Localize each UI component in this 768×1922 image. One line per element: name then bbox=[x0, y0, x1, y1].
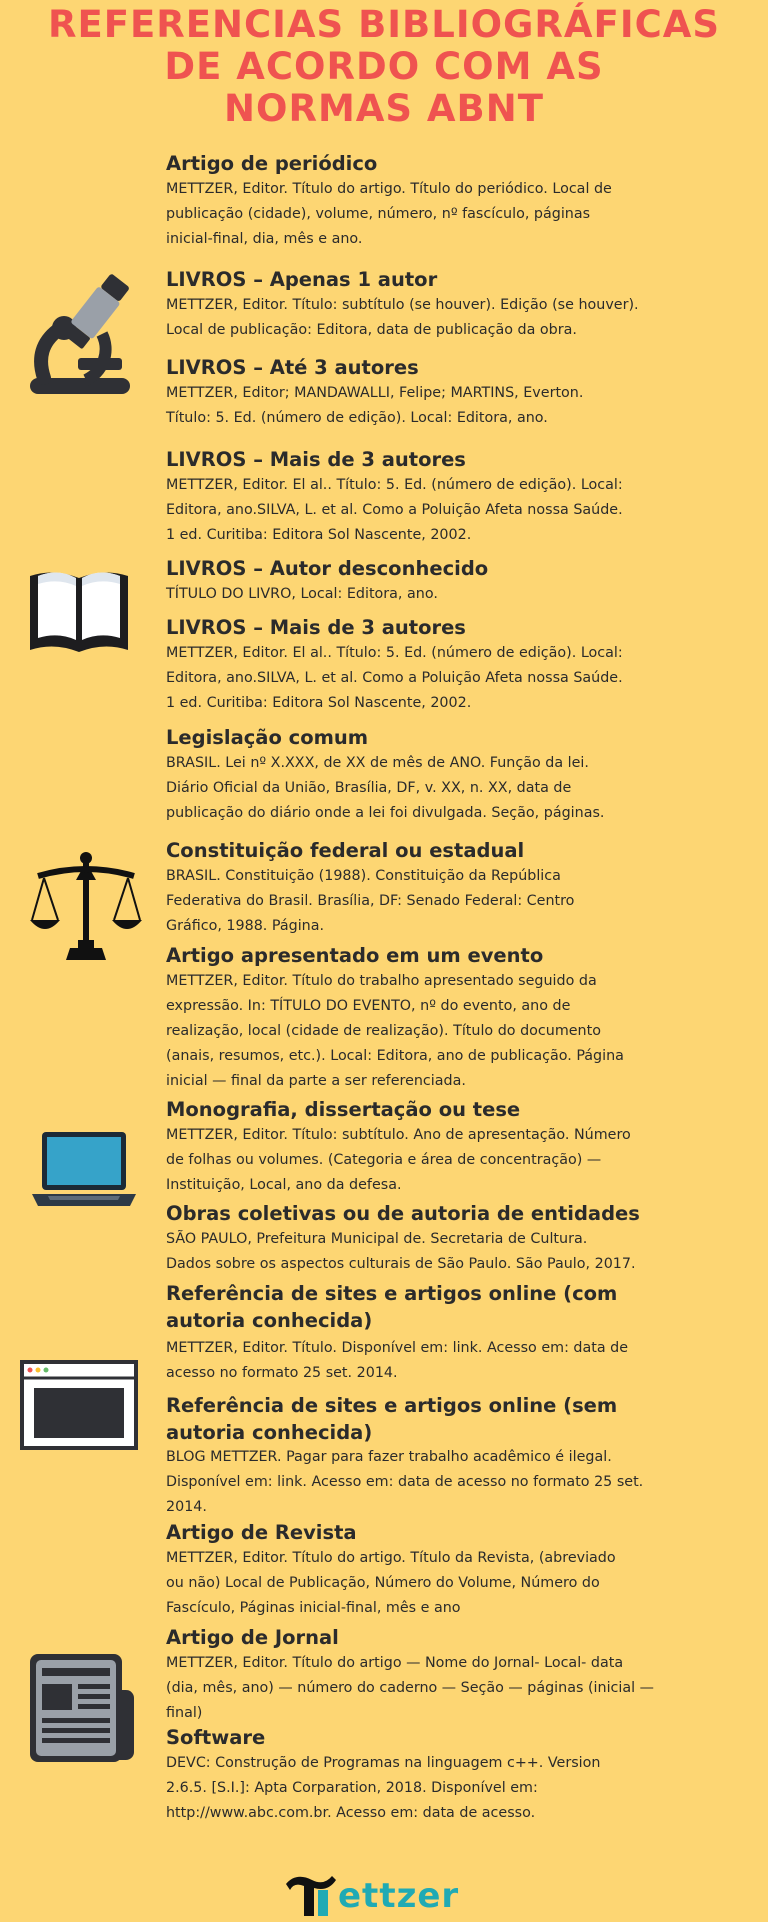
section-artigo-periodico bbox=[166, 150, 751, 252]
section-line: SÃO PAULO, Prefeitura Municipal de. Secretaria de Cultura. bbox=[166, 1231, 588, 1247]
section-line: (dia, mês, ano) — número do caderno — Seção — páginas (inicial — bbox=[166, 1680, 654, 1696]
section-line: Disponível em: link. Acesso em: data de acesso no formato 25 set. bbox=[166, 1474, 644, 1490]
section-artigo-revista bbox=[166, 1519, 751, 1621]
section-livros-autor-desconhecido bbox=[166, 555, 751, 607]
section-heading: Monografia, dissertação ou tese bbox=[166, 1098, 521, 1121]
section-livros-1-autor bbox=[166, 266, 751, 343]
section-line: METTZER, Editor. Título do trabalho apresentado seguido da bbox=[166, 973, 597, 989]
section-line: 2.6.5. [S.I.]: Apta Corparation, 2018. Disponível em: bbox=[166, 1780, 538, 1796]
section-line: Título: 5. Ed. (número de edição). Local: Editora, ano. bbox=[166, 410, 548, 426]
mettzer-logo-icon bbox=[282, 1870, 342, 1920]
section-line: BRASIL. Lei nº X.XXX, de XX de mês de ANO. Função da lei. bbox=[166, 755, 589, 771]
section-line: inicial-final, dia, mês e ano. bbox=[166, 231, 363, 247]
section-line: TÍTULO DO LIVRO, Local: Editora, ano. bbox=[166, 586, 438, 602]
section-heading: LIVROS – Autor desconhecido bbox=[166, 557, 489, 580]
section-line: METTZER, Editor. Título: subtítulo. Ano de apresentação. Número bbox=[166, 1127, 631, 1143]
section-line: METTZER, Editor. Título do artigo. Título da Revista, (abreviado bbox=[166, 1550, 616, 1566]
section-line: ou não) Local de Publicação, Número do Volume, Número do bbox=[166, 1575, 600, 1591]
section-constituicao bbox=[166, 837, 751, 939]
section-line: Local de publicação: Editora, data de publicação da obra. bbox=[166, 322, 577, 338]
section-sites-com-autoria bbox=[166, 1280, 636, 1334]
section-line: 1 ed. Curitiba: Editora Sol Nascente, 2002. bbox=[166, 527, 472, 543]
section-line: METTZER, Editor. Título. Disponível em: link. Acesso em: data de bbox=[166, 1340, 629, 1356]
section-heading: Artigo de periódico bbox=[166, 152, 378, 175]
section-heading: LIVROS – Mais de 3 autores bbox=[166, 448, 466, 471]
section-line: Editora, ano.SILVA, L. et al. Como a Poluição Afeta nossa Saúde. bbox=[166, 670, 623, 686]
section-heading: LIVROS – Mais de 3 autores bbox=[166, 616, 466, 639]
section-line: DEVC: Construção de Programas na linguagem c++. Version bbox=[166, 1755, 601, 1771]
section-line: Gráfico, 1988. Página. bbox=[166, 918, 325, 934]
section-livros-mais-3-autores-2 bbox=[166, 614, 751, 716]
section-line: Federativa do Brasil. Brasília, DF: Senado Federal: Centro bbox=[166, 893, 575, 909]
section-artigo-evento bbox=[166, 942, 751, 1094]
title-line-3: NORMAS ABNT bbox=[224, 87, 544, 130]
section-line: Editora, ano.SILVA, L. et al. Como a Poluição Afeta nossa Saúde. bbox=[166, 502, 623, 518]
section-line: METTZER, Editor. Título: subtítulo (se houver). Edição (se houver). bbox=[166, 297, 639, 313]
section-line: METTZER, Editor. El al.. Título: 5. Ed. (número de edição). Local: bbox=[166, 645, 623, 661]
section-line: 2014. bbox=[166, 1499, 207, 1515]
section-heading: Legislação comum bbox=[166, 726, 369, 749]
section-line: acesso no formato 25 set. 2014. bbox=[166, 1365, 398, 1381]
section-line: METTZER, Editor. Título do artigo. Título do periódico. Local de bbox=[166, 181, 612, 197]
section-line: BLOG METTZER. Pagar para fazer trabalho acadêmico é ilegal. bbox=[166, 1449, 612, 1465]
section-line: METTZER, Editor. El al.. Título: 5. Ed. (número de edição). Local: bbox=[166, 477, 623, 493]
section-heading: Referência de sites e artigos online (com autoria conhecida) bbox=[166, 1282, 618, 1332]
section-line: BRASIL. Constituição (1988). Constituição da República bbox=[166, 868, 561, 884]
section-heading: Obras coletivas ou de autoria de entidades bbox=[166, 1202, 640, 1225]
section-line: inicial — final da parte a ser referenciada. bbox=[166, 1073, 466, 1089]
section-heading: Artigo de Jornal bbox=[166, 1626, 339, 1649]
section-sites-com-autoria-body bbox=[166, 1336, 751, 1386]
section-livros-3-autores bbox=[166, 354, 751, 431]
section-line: Instituição, Local, ano da defesa. bbox=[166, 1177, 402, 1193]
section-line: (anais, resumos, etc.). Local: Editora, ano de publicação. Página bbox=[166, 1048, 624, 1064]
section-monografia bbox=[166, 1096, 751, 1198]
section-line: final) bbox=[166, 1705, 203, 1721]
section-artigo-jornal bbox=[166, 1624, 751, 1726]
section-heading: Artigo de Revista bbox=[166, 1521, 357, 1544]
section-line: de folhas ou volumes. (Categoria e área de concentração) — bbox=[166, 1152, 602, 1168]
scales-icon bbox=[30, 848, 142, 964]
section-line: http://www.abc.com.br. Acesso em: data de acesso. bbox=[166, 1805, 536, 1821]
title-line-2: DE ACORDO COM AS bbox=[164, 45, 604, 88]
section-line: Fascículo, Páginas inicial-final, mês e ano bbox=[166, 1600, 461, 1616]
section-heading: Referência de sites e artigos online (sem autoria conhecida) bbox=[166, 1394, 618, 1444]
section-legislacao-comum bbox=[166, 724, 751, 826]
section-line: publicação do diário onde a lei foi divulgada. Seção, páginas. bbox=[166, 805, 605, 821]
section-line: Dados sobre os aspectos culturais de São Paulo. São Paulo, 2017. bbox=[166, 1256, 636, 1272]
section-line: METTZER, Editor. Título do artigo — Nome do Jornal- Local- data bbox=[166, 1655, 624, 1671]
section-heading: LIVROS – Apenas 1 autor bbox=[166, 268, 438, 291]
brand-name: ettzer bbox=[338, 1876, 460, 1916]
section-software bbox=[166, 1724, 751, 1826]
section-sites-sem-autoria bbox=[166, 1392, 636, 1446]
section-heading: LIVROS – Até 3 autores bbox=[166, 356, 419, 379]
section-line: expressão. In: TÍTULO DO EVENTO, nº do evento, ano de bbox=[166, 998, 571, 1014]
section-line: METTZER, Editor; MANDAWALLI, Felipe; MARTINS, Everton. bbox=[166, 385, 584, 401]
section-sites-sem-autoria-body bbox=[166, 1445, 751, 1520]
laptop-icon bbox=[30, 1130, 138, 1210]
section-line: publicação (cidade), volume, número, nº fascículo, páginas bbox=[166, 206, 591, 222]
section-line: realização, local (cidade de realização). Título do documento bbox=[166, 1023, 601, 1039]
book-icon bbox=[26, 560, 132, 656]
section-obras-coletivas bbox=[166, 1200, 751, 1277]
title-line-1: REFERENCIAS BIBLIOGRÁFICAS bbox=[47, 3, 721, 46]
section-heading: Constituição federal ou estadual bbox=[166, 839, 525, 862]
section-line: 1 ed. Curitiba: Editora Sol Nascente, 2002. bbox=[166, 695, 472, 711]
browser-window-icon bbox=[20, 1360, 138, 1450]
newspaper-icon bbox=[26, 1650, 138, 1766]
page-title bbox=[0, 4, 768, 130]
section-line: Diário Oficial da União, Brasília, DF, v. XX, n. XX, data de bbox=[166, 780, 572, 796]
section-livros-mais-3-autores bbox=[166, 446, 751, 548]
section-heading: Artigo apresentado em um evento bbox=[166, 944, 544, 967]
microscope-icon bbox=[24, 268, 136, 400]
section-heading: Software bbox=[166, 1726, 266, 1749]
